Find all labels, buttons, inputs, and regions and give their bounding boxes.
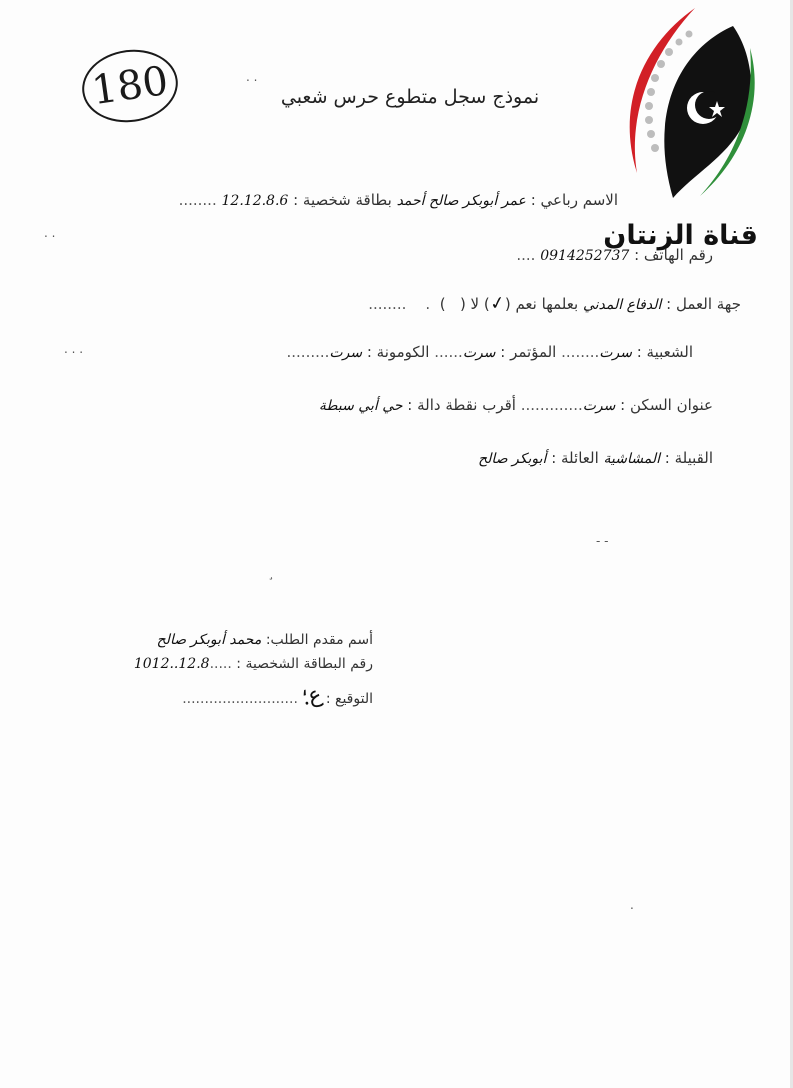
congress-label: المؤتمر : xyxy=(500,343,557,361)
dotted-fill: ...... xyxy=(434,343,463,361)
dotted-fill: . ........ xyxy=(368,295,435,313)
shaabia-value: سرت xyxy=(599,345,632,361)
tribe-label: القبيلة : xyxy=(664,449,713,467)
id-card-label: بطاقة شخصية : xyxy=(293,191,392,209)
scan-speck: - - xyxy=(596,534,609,548)
commune-label: الكومونة : xyxy=(366,343,430,361)
address-label: عنوان السكن : xyxy=(620,396,713,414)
name-row xyxy=(179,191,618,209)
phone-row xyxy=(516,246,713,264)
landmark-label: أقرب نقطة دالة : xyxy=(407,396,516,414)
address-row xyxy=(319,396,713,414)
applicant-label: أسم مقدم الطلب: xyxy=(265,632,373,648)
aware-no: ) لا ( xyxy=(459,295,490,313)
address-value: سرت xyxy=(582,398,616,414)
dotted-fill: ........ xyxy=(178,191,217,209)
applicant-row xyxy=(157,632,373,648)
shaabia-label: الشعبية : xyxy=(636,343,693,361)
name-label: الاسم رباعي : xyxy=(530,191,618,209)
aware-label: بعلمها xyxy=(541,295,579,313)
applicant-id-label: رقم البطاقة الشخصية : xyxy=(236,656,373,672)
dotted-fill: .......................... xyxy=(182,691,298,707)
tribe-value: المشاشية xyxy=(603,451,660,467)
name-value: عمر أبوبكر صالح أحمد xyxy=(396,193,526,209)
applicant-id-value: 12.8..1012 xyxy=(133,656,210,672)
phone-value: 0914252737 xyxy=(540,248,630,264)
tribe-row xyxy=(478,449,713,467)
region-row xyxy=(287,343,694,361)
form-number-stamp xyxy=(77,44,182,129)
dotted-fill: .... xyxy=(516,246,536,264)
signature-row xyxy=(182,680,373,710)
form-number: 180 xyxy=(88,57,172,115)
dotted-fill: ............. xyxy=(520,396,583,414)
aware-yes: نعم ( xyxy=(504,295,537,313)
work-label: جهة العمل : xyxy=(666,295,741,313)
work-value: الدفاع المدني xyxy=(582,297,662,313)
signature-label: التوقيع : xyxy=(325,691,373,707)
phone-label: رقم الهاتف : xyxy=(634,246,713,264)
dotted-fill: ..... xyxy=(209,656,232,672)
applicant-value: محمد أبوبكر صالح xyxy=(156,632,262,648)
scan-speck: ¸ xyxy=(268,566,274,580)
scan-speck: . . xyxy=(246,70,258,84)
work-row xyxy=(368,293,741,314)
id-card-value: 12.12.8.6 xyxy=(221,193,289,209)
scan-speck: . . xyxy=(44,226,56,240)
signature-scribble: ع⸵ xyxy=(299,681,325,711)
family-value: أبوبكر صالح xyxy=(478,451,547,467)
family-label: العائلة : xyxy=(551,449,599,467)
landmark-value: حي أبي سبطة xyxy=(318,398,403,414)
channel-name: قناة الزنتان xyxy=(603,220,758,251)
form-title: نموذج سجل متطوع حرس شعبي xyxy=(280,86,540,108)
commune-value: سرت xyxy=(329,345,363,361)
checkmark-icon: ✓ xyxy=(488,291,507,316)
congress-value: سرت xyxy=(462,345,496,361)
dotted-fill: ......... xyxy=(286,343,330,361)
applicant-id-row xyxy=(134,656,373,672)
aware-close: ) xyxy=(439,295,446,313)
scan-speck: . . . xyxy=(64,342,84,356)
dotted-fill: ........ xyxy=(561,343,600,361)
scan-speck: . xyxy=(630,898,634,912)
